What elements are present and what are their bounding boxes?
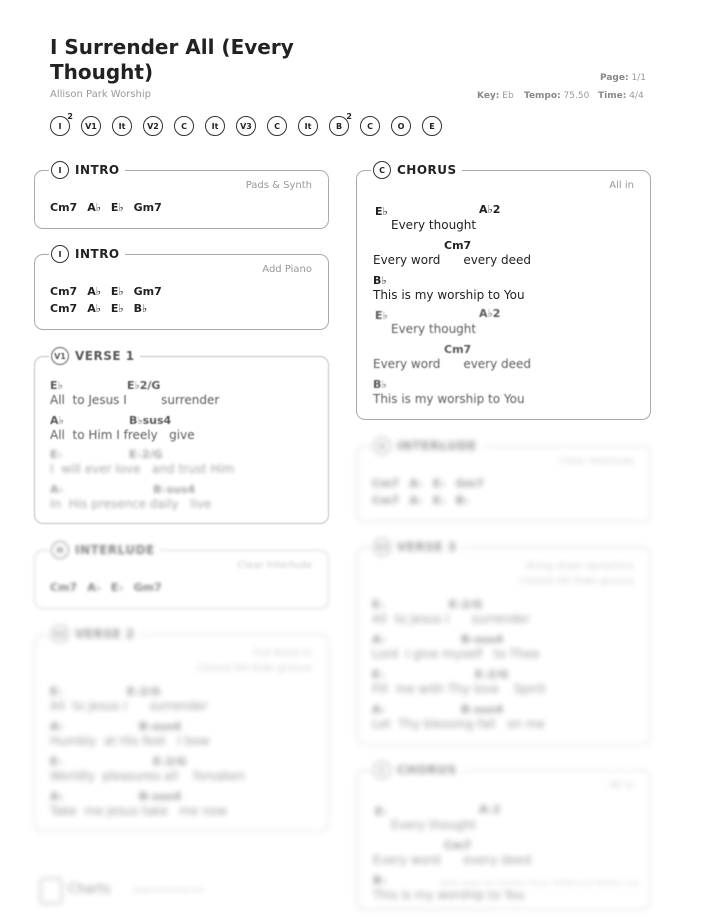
section-name: INTRO (75, 247, 120, 261)
section-note: Add Piano (262, 264, 312, 275)
time-signature: Time: 4/4 (598, 91, 644, 101)
section-header (49, 160, 125, 180)
section-name: INTERLUDE (75, 543, 155, 557)
lyric-line: All to Jesus I surrender (372, 612, 530, 626)
chord: A♭ (50, 483, 64, 496)
section-verse-2 (34, 627, 329, 832)
lyric-line: Every word every deed (373, 853, 532, 867)
chord: E♭ (375, 205, 388, 218)
lyric-line: Humbly at His feet I bow (50, 734, 210, 748)
section-header (49, 624, 140, 644)
section-note: Closed HH Ride groove (197, 663, 312, 674)
chord: A♭ (372, 703, 386, 716)
section-badge: It (51, 541, 69, 559)
chord: E♭2/G (449, 598, 483, 611)
chord-row: Cm7 A♭ E♭ Gm7 (50, 285, 162, 298)
chord-row: Cm7 A♭ E♭ B♭ (372, 494, 470, 507)
flow-item[interactable]: It (112, 116, 132, 136)
lyric-line: This is my worship to You (373, 288, 525, 302)
section-name: INTRO (75, 163, 120, 177)
chord: B♭ (373, 378, 387, 391)
section-badge: C (373, 161, 391, 179)
chord: E♭2/G (127, 379, 161, 392)
flow-item[interactable]: It (205, 116, 225, 136)
section-interlude-left (34, 543, 329, 609)
section-chorus-2 (356, 763, 651, 910)
chord: E♭2/G (127, 685, 161, 698)
chord: A♭ (50, 414, 64, 427)
section-note: Clear Interlude (237, 560, 312, 571)
chord: A♭2 (479, 803, 501, 816)
section-verse-3 (356, 540, 651, 745)
section-note: Closed HH Ride groove (519, 576, 634, 587)
song-title: I Surrender All (Every Thought) (50, 35, 294, 84)
section-badge: It (373, 437, 391, 455)
chord: E♭2/G (475, 668, 509, 681)
section-name: CHORUS (397, 163, 457, 177)
section-header (371, 436, 482, 456)
chord: E♭ (375, 805, 388, 818)
page-indicator: Page: 1/1 (600, 73, 646, 83)
chord: Cm7 (444, 839, 472, 852)
section-intro-1 (34, 163, 329, 229)
chord: A♭ (372, 633, 386, 646)
chord: Cm7 (444, 239, 472, 252)
song-artist: Allison Park Worship (50, 89, 152, 100)
section-header (49, 346, 140, 366)
chord: E♭ (375, 309, 388, 322)
section-header (371, 537, 462, 557)
chord: E♭ (50, 755, 63, 768)
section-badge: I (51, 161, 69, 179)
lyric-line: All to Him I freely give (50, 428, 195, 442)
section-note: Full Band In (253, 648, 312, 659)
lyric-line: This is my worship to You (373, 392, 525, 406)
section-badge: C (373, 761, 391, 779)
lyric-line: Take me Jesus take me now (50, 804, 228, 818)
section-name: CHORUS (397, 763, 457, 777)
flow-item[interactable]: C (267, 116, 287, 136)
lyric-line: Lord I give myself to Thee (372, 647, 540, 661)
chord: A♭2 (479, 203, 501, 216)
section-header (49, 244, 125, 264)
section-header (49, 540, 160, 560)
footer-copyright: Words: Judson Van DeVenter | Music: Winfield Scott Weeden | CCLI (440, 880, 640, 887)
lyric-line: Let Thy blessing fall on me (372, 717, 545, 731)
flow-item[interactable]: B 2 (329, 116, 349, 136)
chord: E♭ (372, 598, 385, 611)
lyric-line: Every word every deed (373, 253, 532, 267)
lyric-line: In His presence daily live (50, 497, 212, 511)
key-indicator: Key: Eb (477, 91, 514, 101)
section-name: INTERLUDE (397, 439, 477, 453)
section-note: All in (609, 180, 634, 191)
chord: B♭sus4 (461, 633, 504, 646)
section-badge: V3 (373, 538, 391, 556)
footer-site: Loopcommunity.com (132, 886, 205, 894)
chord: A♭2 (479, 307, 501, 320)
chord: Cm7 (444, 343, 472, 356)
flow-item[interactable]: I 2 (50, 116, 70, 136)
charts-logo-icon (40, 878, 62, 904)
section-chorus-1 (356, 163, 651, 420)
chord: A♭ (50, 790, 64, 803)
section-note: Pads & Synth (245, 180, 312, 191)
section-badge: I (51, 245, 69, 263)
chord: E♭ (50, 448, 63, 461)
section-intro-2 (34, 247, 329, 330)
lyric-line: Every word every deed (373, 357, 532, 371)
section-header (371, 160, 462, 180)
section-badge: V1 (51, 347, 69, 365)
chord: B♭sus4 (461, 703, 504, 716)
flow-item[interactable]: C (174, 116, 194, 136)
chord: E♭ (50, 379, 63, 392)
section-note: All in (609, 780, 634, 791)
chord: E♭2/G (129, 448, 163, 461)
section-verse-1 (34, 349, 329, 524)
chord-row: Cm7 A♭ E♭ Gm7 (50, 201, 162, 214)
section-name: VERSE 3 (397, 540, 457, 554)
flow-item[interactable]: V2 (143, 116, 163, 136)
section-name: VERSE 2 (75, 627, 135, 641)
chord: B♭sus4 (139, 720, 182, 733)
lyric-line: I will ever love and trust Him (50, 462, 235, 476)
chord-row: Cm7 A♭ E♭ Gm7 (372, 477, 484, 490)
flow-item[interactable]: E (422, 116, 442, 136)
chord-row: Cm7 A♭ E♭ Gm7 (50, 581, 162, 594)
chord: A♭ (50, 720, 64, 733)
lyric-line: Fill me with Thy love Spirit (372, 682, 546, 696)
flow-item[interactable]: V1 (81, 116, 101, 136)
chord: B♭ (373, 274, 387, 287)
footer-brand: Charts (68, 882, 111, 897)
lyric-line: All to Jesus I surrender (50, 393, 220, 407)
section-header (371, 760, 462, 780)
section-interlude-right (356, 439, 651, 522)
chord: B♭sus4 (129, 414, 172, 427)
lyric-line: Every thought (391, 818, 477, 832)
section-note: Bring down dynamics (526, 561, 634, 572)
chord-row: Cm7 A♭ E♭ B♭ (50, 302, 148, 315)
flow-item[interactable]: V3 (236, 116, 256, 136)
section-note: Clear Interlude (559, 456, 634, 467)
lyric-line: This is my worship to You (373, 888, 525, 902)
lyric-line: Every thought (391, 218, 477, 232)
lyric-line: All to Jesus I surrender (50, 699, 208, 713)
lyric-line: Every thought (391, 322, 477, 336)
tempo-indicator: Tempo: 75.50 (524, 91, 590, 101)
chord: E♭ (372, 668, 385, 681)
section-badge: V2 (51, 625, 69, 643)
chord: E♭2/G (153, 755, 187, 768)
flow-item[interactable]: O (391, 116, 411, 136)
chord: B♭sus4 (153, 483, 196, 496)
flow-item[interactable]: C (360, 116, 380, 136)
flow-item[interactable]: It (298, 116, 318, 136)
chord: E♭ (50, 685, 63, 698)
section-name: VERSE 1 (75, 349, 135, 363)
lyric-line: Worldly pleasures all forsaken (50, 769, 246, 783)
chord: B♭ (373, 874, 387, 887)
chord: B♭sus4 (139, 790, 182, 803)
